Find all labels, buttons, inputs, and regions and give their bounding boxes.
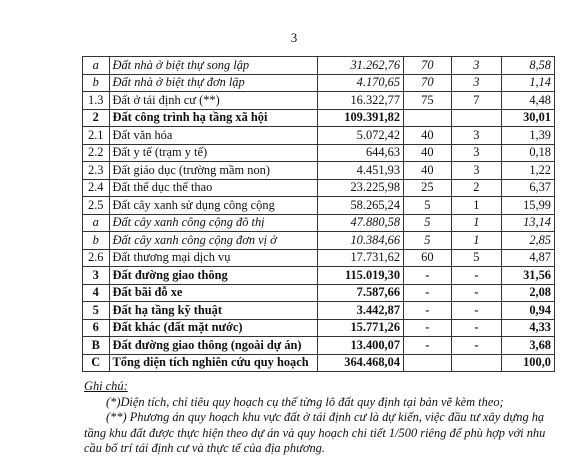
land-type-cell: Đất thể dục thể thao (109, 179, 317, 197)
note-1: (*)Diện tích, chỉ tiêu quy hoạch cụ thể từng lô đất quy định tại bản vẽ kèm theo; (106, 394, 504, 409)
area-cell: 3.442,87 (317, 302, 403, 320)
density-cell: 5 (404, 214, 452, 232)
ratio-cell: 2,08 (502, 284, 555, 302)
table-row (83, 127, 555, 145)
land-type-cell: Đất nhà ở biệt thự song lập (109, 57, 317, 75)
ratio-cell: 0,94 (502, 302, 555, 320)
floors-cell: 2 (451, 179, 502, 197)
area-cell: 7.587,66 (317, 284, 403, 302)
ratio-cell: 100,0 (502, 354, 555, 372)
density-cell: 40 (404, 127, 452, 145)
area-cell: 16.322,77 (317, 92, 403, 110)
density-cell: 40 (404, 162, 452, 180)
floors-cell: 1 (451, 214, 502, 232)
ratio-cell: 15,99 (502, 197, 555, 215)
area-cell: 15.771,26 (317, 319, 403, 337)
land-type-cell: Đất văn hóa (109, 127, 317, 145)
table-row (83, 267, 555, 285)
floors-cell: 3 (451, 57, 502, 75)
land-type-cell: Đất bãi đỗ xe (109, 284, 317, 302)
table-row (83, 74, 555, 92)
table-row (83, 214, 555, 232)
area-cell: 364.468,04 (317, 354, 403, 372)
land-type-cell: Đất đường giao thông (ngoài dự án) (109, 337, 317, 355)
land-use-table (82, 56, 555, 372)
floors-cell: 3 (451, 74, 502, 92)
row-number-cell: 2.4 (83, 179, 110, 197)
row-number-cell: a (83, 214, 110, 232)
density-cell: 25 (404, 179, 452, 197)
table-row (83, 319, 555, 337)
ratio-cell: 0,18 (502, 144, 555, 162)
ratio-cell: 8,58 (502, 57, 555, 75)
density-cell: - (404, 267, 452, 285)
density-cell (404, 109, 452, 127)
density-cell: 5 (404, 232, 452, 250)
row-number-cell: b (83, 74, 110, 92)
floors-cell: 3 (451, 144, 502, 162)
land-type-cell: Đất cây xanh sử dụng công cộng (109, 197, 317, 215)
density-cell: 40 (404, 144, 452, 162)
table-row (83, 57, 555, 75)
ratio-cell: 3,68 (502, 337, 555, 355)
table-row (83, 179, 555, 197)
row-number-cell: 2.2 (83, 144, 110, 162)
table-row (83, 302, 555, 320)
area-cell: 17.731,62 (317, 249, 403, 267)
note-2: (**) Phương án quy hoạch khu vực đất ở tái định cư là dự kiến, việc đầu tư xây dựng hạ tầng khu đất được thực hiện theo dự án và quy hoạch chi tiết 1/500 riêng để phù hợp với nhu cầu bố trí tái định cư và thực tế của địa phương. (84, 410, 546, 455)
land-type-cell: Tổng diện tích nghiên cứu quy hoạch (109, 354, 317, 372)
floors-cell: - (451, 284, 502, 302)
row-number-cell: 6 (83, 319, 110, 337)
ratio-cell: 30,01 (502, 109, 555, 127)
land-type-cell: Đất công trình hạ tầng xã hội (109, 109, 317, 127)
land-type-cell: Đất cây xanh công cộng đơn vị ở (109, 232, 317, 250)
land-type-cell: Đất giáo dục (trường mầm non) (109, 162, 317, 180)
ratio-cell: 13,14 (502, 214, 555, 232)
floors-cell: 3 (451, 127, 502, 145)
density-cell: - (404, 284, 452, 302)
table-row (83, 232, 555, 250)
area-cell: 31.262,76 (317, 57, 403, 75)
table-row (83, 162, 555, 180)
density-cell: 60 (404, 249, 452, 267)
area-cell: 4.451,93 (317, 162, 403, 180)
ratio-cell: 1,22 (502, 162, 555, 180)
ratio-cell: 4,48 (502, 92, 555, 110)
ratio-cell: 31,56 (502, 267, 555, 285)
area-cell: 644,63 (317, 144, 403, 162)
ratio-cell: 2,85 (502, 232, 555, 250)
table-row (83, 197, 555, 215)
density-cell (404, 354, 452, 372)
floors-cell: - (451, 337, 502, 355)
land-type-cell: Đất cây xanh công cộng đô thị (109, 214, 317, 232)
density-cell: - (404, 337, 452, 355)
area-cell: 47.880,58 (317, 214, 403, 232)
row-number-cell: 2 (83, 109, 110, 127)
land-type-cell: Đất hạ tầng kỹ thuật (109, 302, 317, 320)
density-cell: 70 (404, 57, 452, 75)
row-number-cell: 2.5 (83, 197, 110, 215)
notes-heading: Ghi chú: (84, 379, 128, 393)
row-number-cell: 1.3 (83, 92, 110, 110)
ratio-cell: 4,33 (502, 319, 555, 337)
density-cell: - (404, 302, 452, 320)
table-row (83, 249, 555, 267)
density-cell: 70 (404, 74, 452, 92)
land-type-cell: Đất đường giao thông (109, 267, 317, 285)
ratio-cell: 6,37 (502, 179, 555, 197)
area-cell: 23.225,98 (317, 179, 403, 197)
land-type-cell: Đất nhà ở biệt thự đơn lập (109, 74, 317, 92)
row-number-cell: a (83, 57, 110, 75)
table-row (83, 144, 555, 162)
floors-cell: - (451, 302, 502, 320)
floors-cell: - (451, 319, 502, 337)
floors-cell (451, 109, 502, 127)
density-cell: 75 (404, 92, 452, 110)
table-row (83, 284, 555, 302)
density-cell: 5 (404, 197, 452, 215)
floors-cell: - (451, 267, 502, 285)
table-row (83, 337, 555, 355)
row-number-cell: 2.3 (83, 162, 110, 180)
ratio-cell: 1,39 (502, 127, 555, 145)
page-number: 3 (290, 30, 298, 45)
land-type-cell: Đất y tế (trạm y tế) (109, 144, 317, 162)
land-type-cell: Đất thương mại dịch vụ (109, 249, 317, 267)
notes-section (84, 379, 562, 457)
floors-cell: 7 (451, 92, 502, 110)
row-number-cell: C (83, 354, 110, 372)
table-row (83, 92, 555, 110)
ratio-cell: 4,87 (502, 249, 555, 267)
area-cell: 13.400,07 (317, 337, 403, 355)
table-row (83, 109, 555, 127)
land-type-cell: Đất ở tái định cư (**) (109, 92, 317, 110)
area-cell: 4.170,65 (317, 74, 403, 92)
floors-cell: 1 (451, 232, 502, 250)
land-use-table-body (83, 57, 555, 372)
floors-cell: 3 (451, 162, 502, 180)
row-number-cell: 2.1 (83, 127, 110, 145)
area-cell: 10.384,66 (317, 232, 403, 250)
row-number-cell: b (83, 232, 110, 250)
area-cell: 5.072,42 (317, 127, 403, 145)
density-cell: - (404, 319, 452, 337)
area-cell: 115.019,30 (317, 267, 403, 285)
ratio-cell: 1,14 (502, 74, 555, 92)
row-number-cell: 2.6 (83, 249, 110, 267)
floors-cell (451, 354, 502, 372)
row-number-cell: 3 (83, 267, 110, 285)
floors-cell: 5 (451, 249, 502, 267)
floors-cell: 1 (451, 197, 502, 215)
table-row (83, 354, 555, 372)
area-cell: 109.391,82 (317, 109, 403, 127)
row-number-cell: B (83, 337, 110, 355)
land-type-cell: Đất khác (đất mặt nước) (109, 319, 317, 337)
area-cell: 58.265,24 (317, 197, 403, 215)
row-number-cell: 5 (83, 302, 110, 320)
row-number-cell: 4 (83, 284, 110, 302)
